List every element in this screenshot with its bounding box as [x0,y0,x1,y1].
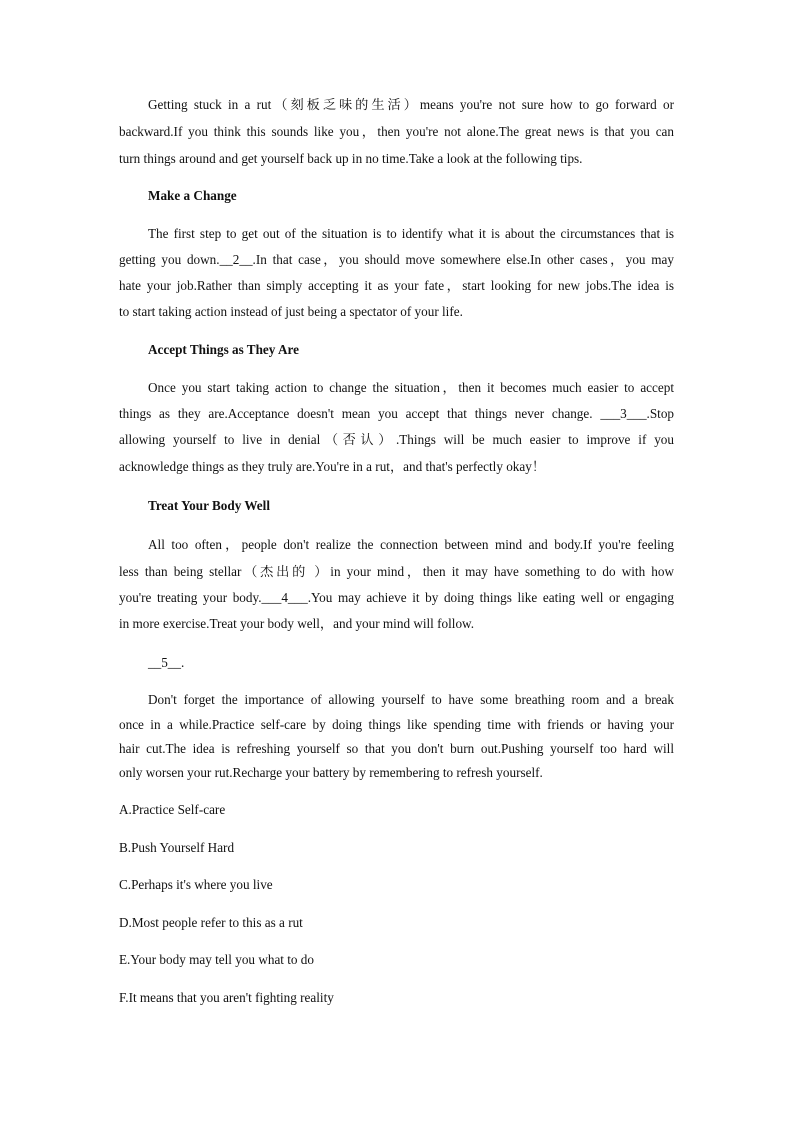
blank-3: ___3___ [600,406,647,421]
paragraph-4-line-2: less than being stellar（杰出的 ）in your mind，then it may have something to do with how [119,564,674,579]
blank-5-period: . [180,655,185,670]
paragraph-5-line-1: Don't forget the importance of allowing yourself to have some breathing room and a break [148,692,674,707]
section-heading-blank-5 [148,654,184,672]
paragraph-5-line-3: hair cut.The idea is refreshing yourself so that you don't burn out.Pushing yourself too hard will [119,741,674,756]
paragraph-3-line-2 [119,405,674,423]
option-a: A.Practice Self-care [119,802,226,817]
paragraph-2-line-1: The first step to get out of the situation is to identify what it is about the circumstances that is [148,226,674,241]
paragraph-4-line-3-pre: you're treating your body. [119,590,262,605]
option-b: B.Push Yourself Hard [119,840,235,855]
paragraph-3-line-1: Once you start taking action to change the situation，then it becomes much easier to accept [148,380,674,395]
paragraph-3-line-3: allowing yourself to live in denial（否认）.Things will be much easier to improve if you [119,432,674,447]
paragraph-3-line-2-pre: things as they are.Acceptance doesn't mean you accept that things never change. [119,406,593,421]
paragraph-1-line-2: backward.If you think this sounds like you，then you're not alone.The great news is that you can [119,124,674,139]
section-heading-treat-your-body: Treat Your Body Well [148,498,270,513]
paragraph-1-line-3: turn things around and get yourself back up in no time.Take a look at the following tips. [119,151,583,166]
paragraph-4-line-3 [119,589,674,607]
paragraph-2-line-2 [119,251,674,269]
paragraph-4-line-3-post: .You may achieve it by doing things like eating well or engaging [307,590,674,605]
option-c: C.Perhaps it's where you live [119,877,273,892]
paragraph-4-line-1: All too often，people don't realize the connection between mind and body.If you're feeling [148,537,674,552]
blank-5: __5__ [148,655,181,670]
paragraph-2-line-4: to start taking action instead of just being a spectator of your life. [119,304,463,319]
paragraph-2-line-2-post: .In that case，you should move somewhere else.In other cases，you may [252,252,674,267]
paragraph-4-line-4: in more exercise.Treat your body well，and your mind will follow. [119,616,475,631]
paragraph-3-line-4: acknowledge things as they truly are.You're in a rut，and that's perfectly okay！ [119,459,546,474]
option-e: E.Your body may tell you what to do [119,952,314,967]
blank-4: ___4___ [261,590,308,605]
paragraph-2-line-2-pre: getting you down. [119,252,220,267]
paragraph-5-line-2: once in a while.Practice self-care by doing things like spending time with friends or having your [119,717,674,732]
blank-2: __2__ [219,252,253,267]
paragraph-1-line-1: Getting stuck in a rut（刻板乏味的生活）means you're not sure how to go forward or [148,97,674,112]
option-f: F.It means that you aren't fighting reality [119,990,334,1005]
paragraph-5-line-4: only worsen your rut.Recharge your battery by remembering to refresh yourself. [119,765,543,780]
paragraph-3-line-2-post: .Stop [646,406,675,421]
section-heading-make-a-change: Make a Change [148,188,237,203]
paragraph-2-line-3: hate your job.Rather than simply accepting it as your fate，start looking for new jobs.The idea is [119,278,674,293]
option-d: D.Most people refer to this as a rut [119,915,303,930]
section-heading-accept-things: Accept Things as They Are [148,342,299,357]
